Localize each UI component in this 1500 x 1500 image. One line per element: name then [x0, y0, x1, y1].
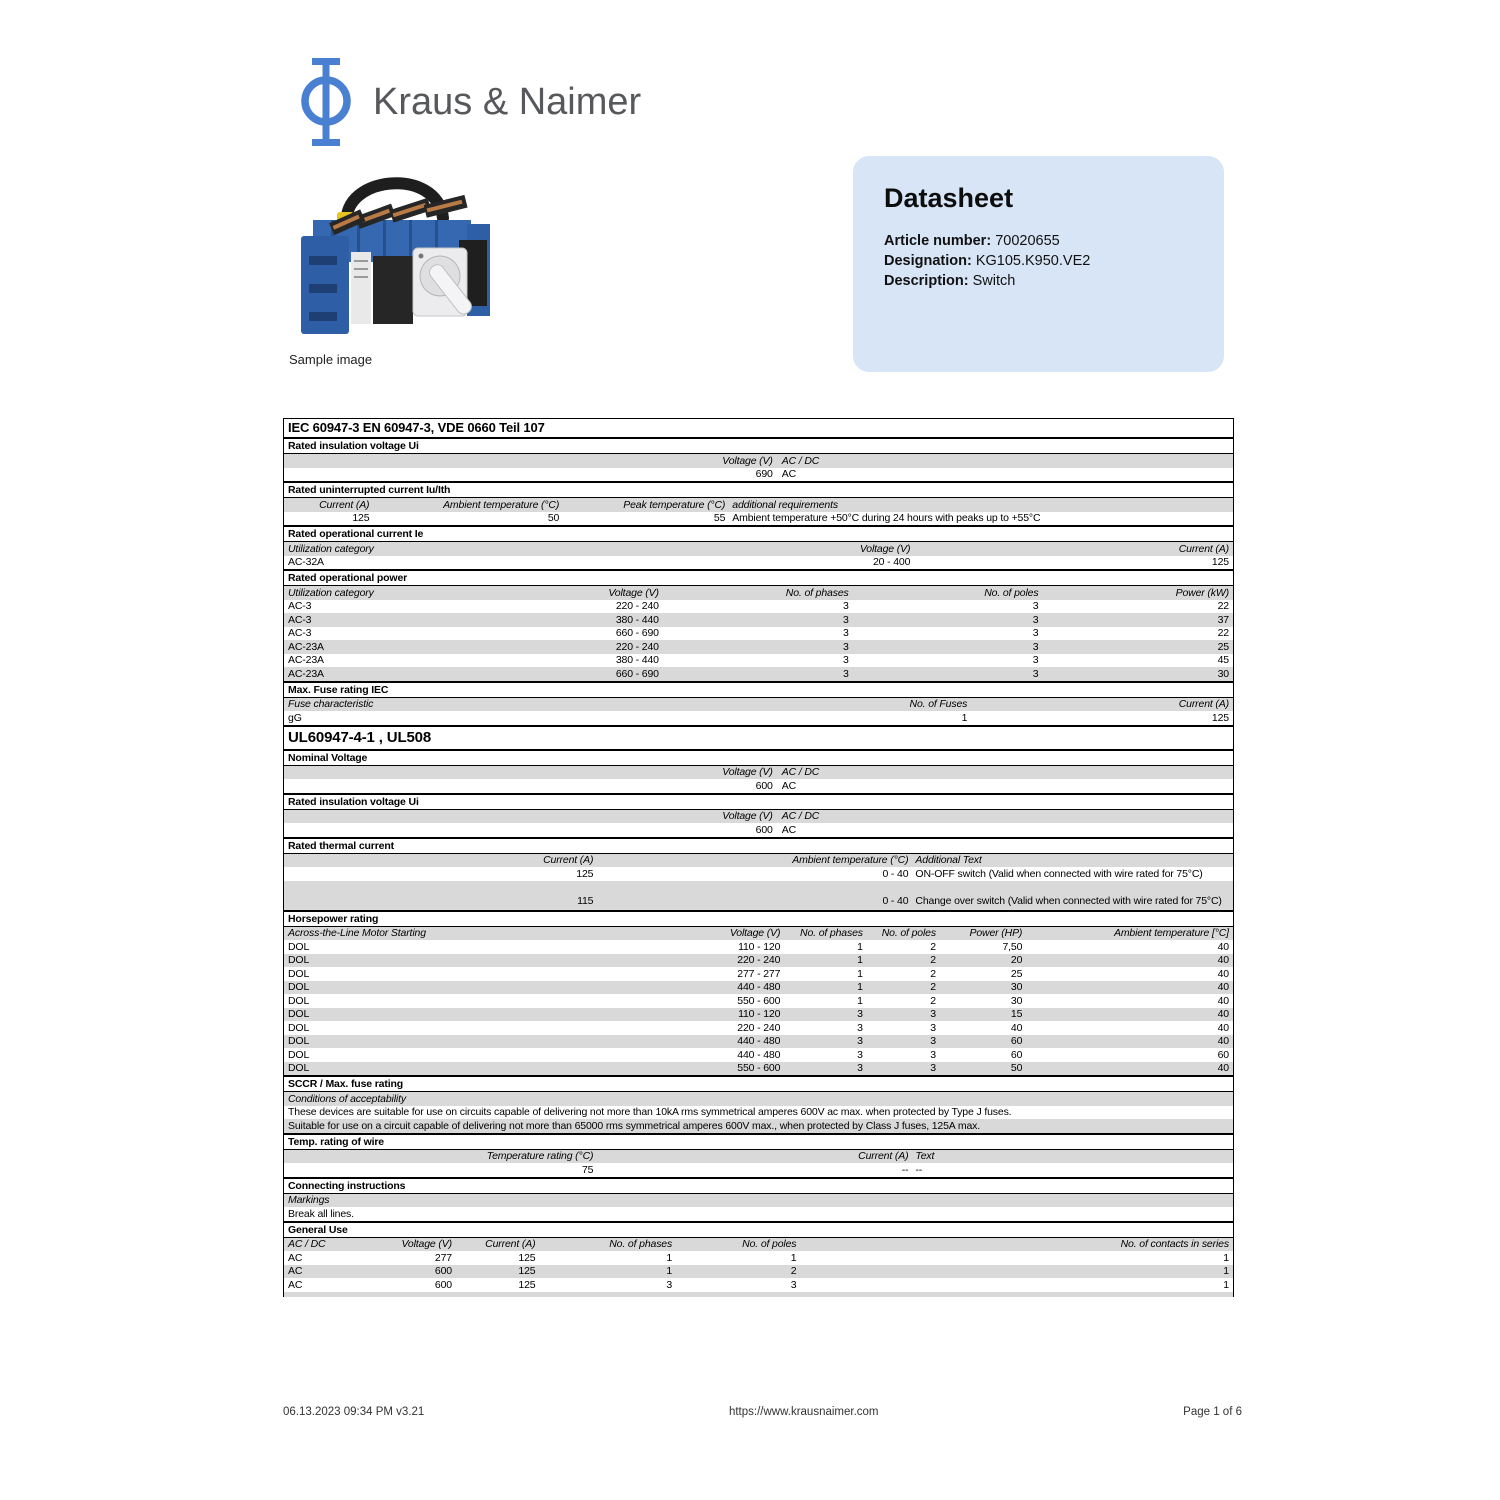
table-cell: 220 - 240 [615, 640, 659, 653]
table-cell: 3 [842, 654, 849, 667]
table-cell: DOL [288, 954, 310, 967]
table-cell: 3 [1032, 613, 1039, 626]
table-cell: 3 [1032, 667, 1039, 680]
table-row [284, 994, 1233, 1008]
table-section-title: General Use [284, 1221, 1233, 1238]
table-cell: DOL [288, 967, 310, 980]
table-header-cell: Current (A) [1178, 698, 1229, 711]
table-cell: 2 [930, 981, 936, 994]
table-cell: AC-32A [288, 556, 324, 569]
table-cell: 1 [1223, 1278, 1229, 1291]
footer-date: 06.13.2023 09:34 PM v3.21 [283, 1406, 425, 1418]
table-cell: 660 - 690 [615, 667, 659, 680]
table-cell: 125 [1211, 556, 1229, 569]
info-field-value: Switch [968, 273, 1016, 289]
table-cell: 125 [518, 1265, 536, 1278]
table-header-cell: No. of poles [742, 1238, 797, 1251]
table-row [284, 1035, 1233, 1049]
ratings-table [283, 418, 1234, 1297]
product-image [285, 160, 500, 346]
table-cell: 2 [930, 967, 936, 980]
table-header-cell: No. of phases [609, 1238, 673, 1251]
table-cell: Change over switch (Valid when connected with wire rated for 75°C) [915, 895, 1222, 907]
table-cell: 45 [1217, 654, 1229, 667]
table-cell: 690 [755, 468, 773, 481]
table-header-cell: Markings [288, 1194, 330, 1207]
table-row [284, 881, 1233, 910]
table-cell: 600 [434, 1265, 452, 1278]
table-cell: 3 [857, 1062, 863, 1075]
table-cell: 110 - 120 [738, 940, 781, 953]
table-header-cell: No. of poles [881, 927, 936, 940]
table-cell: AC-23A [288, 654, 324, 667]
table-header-cell: Voltage (V) [722, 766, 773, 779]
table-cell: 40 [1217, 1021, 1229, 1034]
table-cell: 3 [930, 1008, 936, 1021]
table-cell: Break all lines. [288, 1207, 354, 1220]
table-cell: 3 [842, 600, 849, 613]
table-cell: 125 [518, 1251, 536, 1264]
table-cell: 1 [1223, 1251, 1229, 1264]
table-cell: DOL [288, 981, 310, 994]
table-header-row [284, 927, 1233, 941]
table-cell: 277 - 277 [737, 967, 781, 980]
table-header-cell: No. of poles [984, 586, 1039, 599]
table-cell: 3 [1032, 627, 1039, 640]
table-cell: 40 [1217, 1008, 1229, 1021]
table-header-cell: Ambient temperature (°C) [443, 498, 560, 511]
info-field [884, 251, 1194, 271]
table-standard-title: UL60947-4-1 , UL508 [284, 725, 1233, 749]
table-cell: 220 - 240 [737, 1021, 781, 1034]
table-cell: DOL [288, 1021, 310, 1034]
table-cell: Ambient temperature +50°C during 24 hours with peaks up to +55°C [732, 512, 1041, 525]
table-cell: AC [781, 468, 797, 481]
info-field-label: Article number: [884, 233, 992, 249]
info-field-value: KG105.K950.VE2 [971, 253, 1091, 269]
table-cell: 40 [1217, 1035, 1229, 1048]
table-section-title: Max. Fuse rating IEC [284, 681, 1233, 698]
info-field-value: 70020655 [991, 233, 1060, 249]
table-cell: 1 [961, 711, 968, 724]
table-cell: 50 [1010, 1062, 1023, 1075]
table-cell: 125 [1211, 711, 1229, 724]
table-cell: 380 - 440 [615, 654, 659, 667]
table-row [284, 654, 1233, 668]
table-header-cell: Voltage (V) [722, 810, 773, 823]
table-cell: 1 [857, 954, 863, 967]
datasheet-title: Datasheet [884, 183, 1014, 213]
table-cell: 3 [857, 1021, 863, 1034]
table-header-cell: Power (kW) [1175, 586, 1229, 599]
rotary-knob-icon [413, 248, 474, 317]
table-header-row [284, 454, 1233, 468]
table-row [284, 779, 1233, 793]
table-header-row [284, 542, 1233, 556]
table-row [284, 1207, 1233, 1221]
table-row [284, 640, 1233, 654]
table-cell: 75 [581, 1163, 594, 1176]
table-cell: 3 [930, 1021, 936, 1034]
table-cell: 110 - 120 [738, 1008, 781, 1021]
table-cell: 550 - 600 [737, 994, 781, 1007]
table-header-cell: Peak temperature (°C) [623, 498, 726, 511]
table-header-row [284, 1238, 1233, 1252]
table-header-cell: AC / DC [781, 454, 820, 467]
table-cell: AC [288, 1265, 303, 1278]
table-cell: 3 [930, 1035, 936, 1048]
table-cell: AC-3 [288, 613, 312, 626]
table-cell: 440 - 480 [737, 1048, 781, 1061]
table-cell: 220 - 240 [615, 600, 659, 613]
table-row [284, 627, 1233, 641]
table-cell: 3 [842, 640, 849, 653]
table-cell: 0 - 40 [882, 867, 909, 880]
table-header-cell: AC / DC [781, 766, 820, 779]
table-header-cell: Ambient temperature (°C) [792, 854, 909, 867]
table-cell: 2 [790, 1265, 797, 1278]
table-section-title: Rated operational current Ie [284, 525, 1233, 542]
table-row [284, 1251, 1233, 1265]
table-cell: 30 [1010, 981, 1023, 994]
table-section-title: Horsepower rating [284, 910, 1233, 927]
table-cell: 600 [755, 823, 773, 836]
table-cell: 1 [857, 981, 863, 994]
footer-url: https://www.krausnaimer.com [728, 1406, 879, 1418]
table-header-cell: No. of contacts in series [1120, 1238, 1229, 1251]
table-section-title: Nominal Voltage [284, 749, 1233, 766]
info-field [884, 271, 1194, 291]
table-header-row [284, 1194, 1233, 1208]
table-header-cell: Temperature rating (°C) [486, 1150, 594, 1163]
table-cell: DOL [288, 1062, 310, 1075]
table-row [284, 1062, 1233, 1076]
table-header-cell: Text [915, 1150, 935, 1163]
brand-logo [299, 56, 641, 148]
table-section-title: Temp. rating of wire [284, 1133, 1233, 1150]
table-cell: -- [901, 1163, 909, 1176]
table-cell: 25 [1217, 640, 1229, 653]
table-cell: 440 - 480 [737, 1035, 781, 1048]
table-header-row [284, 854, 1233, 868]
table-cell: 1 [857, 940, 863, 953]
table-cell: AC [288, 1251, 303, 1264]
table-cell: 1 [666, 1251, 673, 1264]
table-cell: 1 [1223, 1265, 1229, 1278]
table-cell: These devices are suitable for use on circuits capable of delivering not more than 10kA rms symmetrical amperes 600V ac max. when protected by Type J fuses. [288, 1106, 1012, 1119]
table-cell: 25 [1010, 967, 1023, 980]
table-header-row [284, 1150, 1233, 1164]
table-cell: AC [781, 779, 797, 792]
table-cell: AC-23A [288, 640, 324, 653]
table-header-cell: Utilization category [288, 586, 374, 599]
table-row [284, 967, 1233, 981]
table-cell: 30 [1217, 667, 1229, 680]
table-cell: 20 [1010, 954, 1023, 967]
table-row [284, 1008, 1233, 1022]
table-cell: 3 [790, 1278, 797, 1291]
table-header-row [284, 766, 1233, 780]
table-header-cell: Voltage (V) [859, 542, 911, 555]
table-cell: 3 [857, 1035, 863, 1048]
table-cell: 3 [1032, 654, 1039, 667]
table-row [284, 823, 1233, 837]
table-cell: 40 [1217, 981, 1229, 994]
info-field-label: Description: [884, 273, 969, 289]
table-row [284, 1278, 1233, 1292]
table-row [284, 954, 1233, 968]
table-cell: 55 [713, 512, 726, 525]
table-header-cell: Utilization category [288, 542, 374, 555]
table-section-title: Rated operational power [284, 569, 1233, 586]
table-cell: 60 [1010, 1048, 1023, 1061]
table-cell: 115 [577, 895, 594, 907]
table-cell: 1 [666, 1265, 673, 1278]
table-cell: 3 [1032, 640, 1039, 653]
table-row [284, 556, 1233, 570]
table-row [284, 667, 1233, 681]
table-row [284, 711, 1233, 725]
table-cell: 0 - 40 [882, 895, 909, 907]
table-cell: 22 [1217, 600, 1229, 613]
table-cell: 220 - 240 [737, 954, 781, 967]
table-cell: 40 [1010, 1021, 1023, 1034]
table-cell: 60 [1217, 1048, 1229, 1061]
table-cell: -- [915, 1163, 923, 1176]
table-cell: 3 [857, 1048, 863, 1061]
table-cell: 40 [1217, 954, 1229, 967]
table-cell: 1 [857, 967, 863, 980]
table-cell: 125 [576, 867, 594, 880]
table-cell: Suitable for use on a circuit capable of delivering not more than 65000 rms symmetrical amperes 600V max., when protected by Class J fuses, 125A max. [288, 1119, 981, 1132]
table-header-cell: No. of phases [800, 927, 863, 940]
table-row [284, 1021, 1233, 1035]
table-cell: 380 - 440 [615, 613, 659, 626]
table-header-row [284, 810, 1233, 824]
table-cell: 3 [842, 627, 849, 640]
table-header-cell: Current (A) [858, 1150, 909, 1163]
table-cell: 3 [1032, 600, 1039, 613]
table-header-cell: Ambient temperature [°C] [1113, 927, 1229, 940]
table-header-cell: Voltage (V) [722, 454, 773, 467]
phi-icon [299, 58, 353, 146]
table-header-cell: Across-the-Line Motor Starting [288, 927, 426, 940]
table-cell: 1 [857, 994, 863, 1007]
table-cell: 3 [930, 1048, 936, 1061]
table-cell: 440 - 480 [737, 981, 781, 994]
table-section-title: Connecting instructions [284, 1177, 1233, 1194]
table-row [284, 981, 1233, 995]
table-cell: 3 [842, 613, 849, 626]
table-cell: 600 [755, 779, 773, 792]
sample-image-caption: Sample image [289, 352, 373, 367]
table-cell: 37 [1217, 613, 1229, 626]
table-cell: ON-OFF switch (Valid when connected with wire rated for 75°C) [915, 867, 1203, 880]
table-header-cell: Current (A) [1178, 542, 1229, 555]
table-section-title: Rated uninterrupted current Iu/Ith [284, 481, 1233, 498]
table-cell: 2 [930, 994, 936, 1007]
table-header-cell: No. of Fuses [909, 698, 968, 711]
table-cell: 3 [857, 1008, 863, 1021]
table-header-cell: Voltage (V) [729, 927, 781, 940]
table-cell: DOL [288, 1035, 310, 1048]
table-cell: AC-23A [288, 667, 324, 680]
datasheet-fields [884, 231, 1194, 291]
table-header-cell: Current (A) [485, 1238, 536, 1251]
table-header-cell: Conditions of acceptability [288, 1092, 406, 1105]
table-cell: DOL [288, 940, 310, 953]
table-cell: 3 [930, 1062, 936, 1075]
table-cell: 277 [434, 1251, 452, 1264]
table-header-cell: AC / DC [781, 810, 820, 823]
table-cell: AC-3 [288, 600, 312, 613]
table-standard-title: IEC 60947-3 EN 60947-3, VDE 0660 Teil 107 [288, 420, 545, 435]
table-cell: 20 - 400 [872, 556, 911, 569]
table-row [284, 1048, 1233, 1062]
table-header-cell: Additional Text [915, 854, 982, 867]
table-cell: 125 [518, 1278, 536, 1291]
table-row [284, 940, 1233, 954]
table-cell: 1 [790, 1251, 797, 1264]
table-header-cell: Current (A) [319, 498, 370, 511]
table-cell: 40 [1217, 967, 1229, 980]
table-cell: 2 [930, 954, 936, 967]
table-cell: 550 - 600 [737, 1062, 781, 1075]
table-header-cell: AC / DC [288, 1238, 326, 1251]
table-header-cell: Power (HP) [969, 927, 1023, 940]
table-cell: 600 [434, 1278, 452, 1291]
table-row [284, 600, 1233, 614]
table-cell: DOL [288, 1008, 310, 1021]
table-cell: AC [781, 823, 797, 836]
table-header-row [284, 498, 1233, 512]
table-cell: 660 - 690 [615, 627, 659, 640]
table-section-title: SCCR / Max. fuse rating [284, 1075, 1233, 1092]
table-cell: 125 [352, 512, 370, 525]
table-row [284, 867, 1233, 881]
table-cell: 50 [547, 512, 560, 525]
table-cell: 30 [1010, 994, 1023, 1007]
table-cell: 60 [1010, 1035, 1023, 1048]
table-section-title: Rated insulation voltage Ui [284, 437, 1233, 454]
brand-name: Kraus & Naimer [373, 80, 642, 123]
table-cell: AC [288, 1278, 303, 1291]
table-row [284, 1163, 1233, 1177]
table-header-row [284, 698, 1233, 712]
table-row [284, 613, 1233, 627]
datasheet-card [853, 156, 1224, 372]
table-header-cell: Fuse characteristic [288, 698, 374, 711]
table-cell: 40 [1217, 1062, 1229, 1075]
table-header-cell: additional requirements [732, 498, 838, 511]
table-cell: gG [288, 711, 302, 724]
table-header-row [284, 1092, 1233, 1106]
info-field [884, 231, 1194, 251]
table-header-cell: Current (A) [543, 854, 594, 867]
table-cell: 40 [1217, 994, 1229, 1007]
table-cell: DOL [288, 1048, 310, 1061]
table-cell: 3 [842, 667, 849, 680]
table-section-title: Rated thermal current [284, 837, 1233, 854]
table-cell: 40 [1217, 940, 1229, 953]
table-row [284, 512, 1233, 526]
table-cell: 22 [1217, 627, 1229, 640]
table-cell: 15 [1010, 1008, 1023, 1021]
table-cutoff-row [284, 1292, 1233, 1297]
table-cell: 7,50 [1002, 940, 1023, 953]
table-section-title: Rated insulation voltage Ui [284, 793, 1233, 810]
info-field-label: Designation: [884, 253, 972, 269]
table-row [284, 468, 1233, 482]
table-header-cell: No. of phases [785, 586, 849, 599]
table-row [284, 1265, 1233, 1279]
table-cell: DOL [288, 994, 310, 1007]
table-cell: 2 [930, 940, 936, 953]
table-header-row [284, 586, 1233, 600]
page-footer [283, 1406, 1242, 1418]
table-cell: AC-3 [288, 627, 312, 640]
table-row [284, 1106, 1233, 1120]
table-cell: 3 [666, 1278, 673, 1291]
table-header-cell: Voltage (V) [401, 1238, 452, 1251]
table-header-cell: Voltage (V) [608, 586, 659, 599]
footer-page: Page 1 of 6 [1183, 1406, 1242, 1418]
table-row [284, 1119, 1233, 1133]
